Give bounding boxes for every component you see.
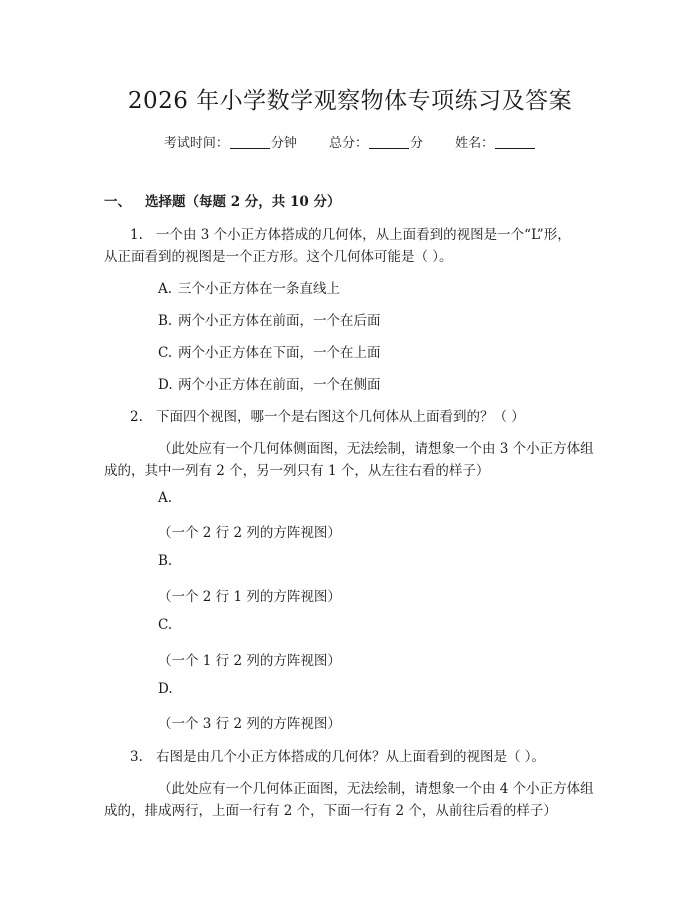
question-1-line-1	[130, 223, 571, 243]
question-2-option-d-desc: （一个 3 行 2 列的方阵视图）	[158, 716, 341, 732]
question-2-option-c-key: C.	[158, 617, 173, 633]
question-3-text: 右图是由几个小正方体搭成的几何体？从上面看到的视图是（ ）。	[156, 749, 546, 765]
score-unit: 分	[410, 136, 424, 151]
section-heading	[104, 190, 340, 210]
name-blank	[495, 148, 535, 149]
question-3-note-line-2: 成的，排成两行，上面一行有 2 个，下面一行有 2 个，从前往后看的样子）	[104, 803, 557, 819]
option-text: 两个小正方体在前面，一个在后面	[178, 313, 381, 329]
question-2-option-b-desc: （一个 2 行 1 列的方阵视图）	[158, 589, 341, 605]
question-1-number: 1.	[130, 227, 143, 243]
section-number: 一、	[104, 194, 131, 210]
time-unit: 分钟	[270, 136, 297, 151]
name-label: 姓名：	[455, 136, 495, 151]
question-2-note-line-2: 成的，其中一列有 2 个，另一列只有 1 个，从左往右看的样子）	[104, 463, 490, 479]
question-3-number: 3.	[130, 749, 143, 765]
question-2-option-d-key: D.	[158, 681, 173, 697]
name-field	[455, 132, 536, 151]
option-text: 两个小正方体在下面，一个在上面	[178, 345, 381, 361]
question-1-option-c	[158, 341, 381, 361]
question-2-note-line-1: （此处应有一个几何体侧面图，无法绘制，请想象一个由 3 个小正方体组	[158, 441, 594, 457]
page-title: 2026 年小学数学观察物体专项练习及答案	[127, 88, 573, 114]
question-2-number: 2.	[130, 409, 143, 425]
option-key: D.	[158, 377, 173, 393]
question-3-note-line-1: （此处应有一个几何体正面图，无法绘制，请想象一个由 4 个小正方体组	[158, 781, 594, 797]
option-text: 三个小正方体在一条直线上	[178, 281, 340, 297]
option-key: A.	[158, 281, 173, 297]
time-label: 考试时间：	[163, 136, 229, 151]
exam-info-line	[0, 132, 700, 151]
section-title: 选择题（每题 2 分，共 10 分）	[145, 194, 341, 210]
question-2-option-a-desc: （一个 2 行 2 列的方阵视图）	[158, 525, 341, 541]
score-label: 总分：	[328, 136, 368, 151]
question-1-option-d	[158, 373, 381, 393]
question-1-line-2: 从正面看到的视图是一个正方形。这个几何体可能是（ ）。	[104, 249, 453, 265]
question-2-option-b-key: B.	[158, 553, 173, 569]
question-2-option-a-key: A.	[158, 490, 173, 506]
score-field	[329, 132, 423, 151]
time-blank	[230, 148, 270, 149]
question-2-text: 下面四个视图，哪一个是右图这个几何体从上面看到的？（ ）	[156, 409, 525, 425]
score-blank	[369, 148, 409, 149]
question-2-option-c-desc: （一个 1 行 2 列的方阵视图）	[158, 653, 341, 669]
time-field	[164, 132, 297, 151]
option-key: B.	[158, 313, 173, 329]
option-key: C.	[158, 345, 173, 361]
question-1-option-b	[158, 309, 381, 329]
question-1-option-a	[158, 277, 340, 297]
question-1-text-1: 一个由 3 个小正方体搭成的几何体，从上面看到的视图是一个“L”形，	[156, 227, 571, 243]
question-3-line	[130, 745, 545, 765]
question-2-line	[130, 405, 525, 425]
option-text: 两个小正方体在前面，一个在侧面	[178, 377, 381, 393]
